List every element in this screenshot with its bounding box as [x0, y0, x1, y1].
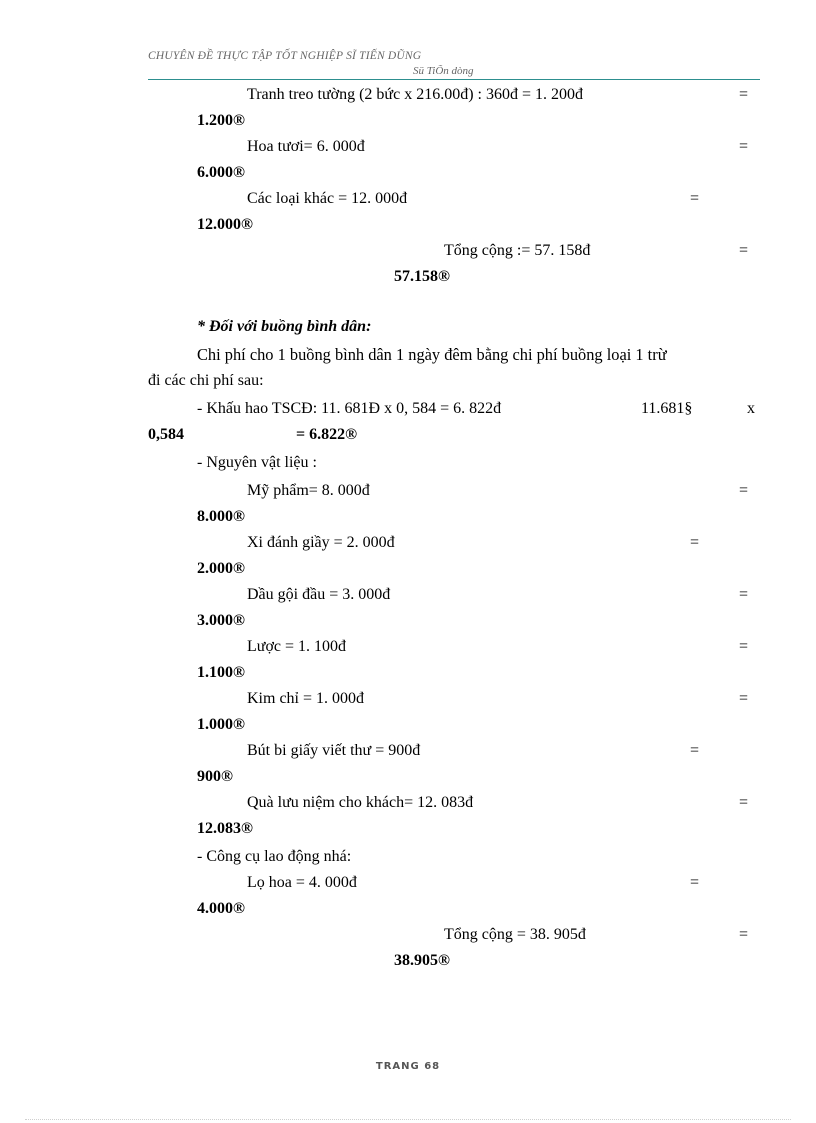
equals-sign: = [690, 874, 700, 891]
equals-sign: = [690, 534, 700, 551]
item-value: 12.083® [197, 820, 253, 837]
equals-sign: = [739, 926, 749, 943]
depreciation-rate: 0,584 [148, 426, 184, 443]
item-value: 2.000® [197, 560, 245, 577]
equals-sign: = [690, 742, 700, 759]
equals-sign: = [739, 638, 749, 655]
item-souvenirs: Quà lưu niệm cho khách= 12. 083đ [247, 794, 474, 811]
item-value: 900® [197, 768, 233, 785]
item-cosmetics: Mỹ phẩm= 8. 000đ [247, 482, 370, 499]
depreciation-result: = 6.822® [296, 426, 358, 443]
item-value: 4.000® [197, 900, 245, 917]
item-other: Các loại khác = 12. 000đ [247, 190, 408, 207]
running-header: CHUYÊN ĐỀ THỰC TẬP TỐT NGHIỆP SĨ TIẾN DŨNG [148, 50, 422, 62]
item-value: 6.000® [197, 164, 245, 181]
item-vase: Lọ hoa = 4. 000đ [247, 874, 357, 891]
paragraph-line: Chi phí cho 1 buồng bình dân 1 ngày đêm bằng chi phí buồng loại 1 trừ [197, 345, 667, 364]
materials-heading: - Nguyên vật liệu : [197, 454, 317, 471]
item-value: 1.000® [197, 716, 245, 733]
equals-sign: = [739, 482, 749, 499]
paragraph-line: đi các chi phí sau: [148, 372, 264, 389]
section-heading: * Đối với buồng bình dân: [197, 318, 372, 335]
subtotal-label: Tổng cộng := 57. 158đ [444, 242, 591, 259]
equals-sign: = [739, 794, 749, 811]
item-fresh-flowers: Hoa tươi= 6. 000đ [247, 138, 365, 155]
item-wall-paintings: Tranh treo tường (2 bức x 216.00đ) : 360đ = 1. 200đ [247, 86, 583, 103]
equals-sign: = [739, 690, 749, 707]
equals-sign: = [739, 242, 749, 259]
equals-sign: = [739, 138, 749, 155]
page-number: TRANG 68 [375, 1061, 441, 1072]
item-value: 8.000® [197, 508, 245, 525]
running-header-subtitle: Sü TiÕn dòng [413, 65, 474, 77]
item-value: 1.100® [197, 664, 245, 681]
item-needle-thread: Kim chỉ = 1. 000đ [247, 690, 365, 707]
equals-sign: = [739, 586, 749, 603]
equals-sign: = [690, 190, 700, 207]
depreciation-line: - Khấu hao TSCĐ: 11. 681Đ x 0, 584 = 6. 822đ [197, 400, 502, 417]
item-value: 3.000® [197, 612, 245, 629]
item-comb: Lược = 1. 100đ [247, 638, 347, 655]
footer-divider [25, 1119, 791, 1120]
total-value: 38.905® [394, 952, 450, 969]
item-shampoo: Dầu gội đầu = 3. 000đ [247, 586, 391, 603]
header-rule [148, 79, 760, 80]
depreciation-value: 11.681§ [641, 400, 693, 417]
multiply-sign: x [747, 400, 755, 417]
total-label: Tổng cộng = 38. 905đ [444, 926, 586, 943]
item-shoe-polish: Xi đánh giầy = 2. 000đ [247, 534, 395, 551]
subtotal-value: 57.158® [394, 268, 450, 285]
item-value: 12.000® [197, 216, 253, 233]
equals-sign: = [739, 86, 749, 103]
tools-heading: - Công cụ lao động nhá: [197, 848, 352, 865]
item-pen-paper: Bút bi giấy viết thư = 900đ [247, 742, 421, 759]
item-value: 1.200® [197, 112, 245, 129]
